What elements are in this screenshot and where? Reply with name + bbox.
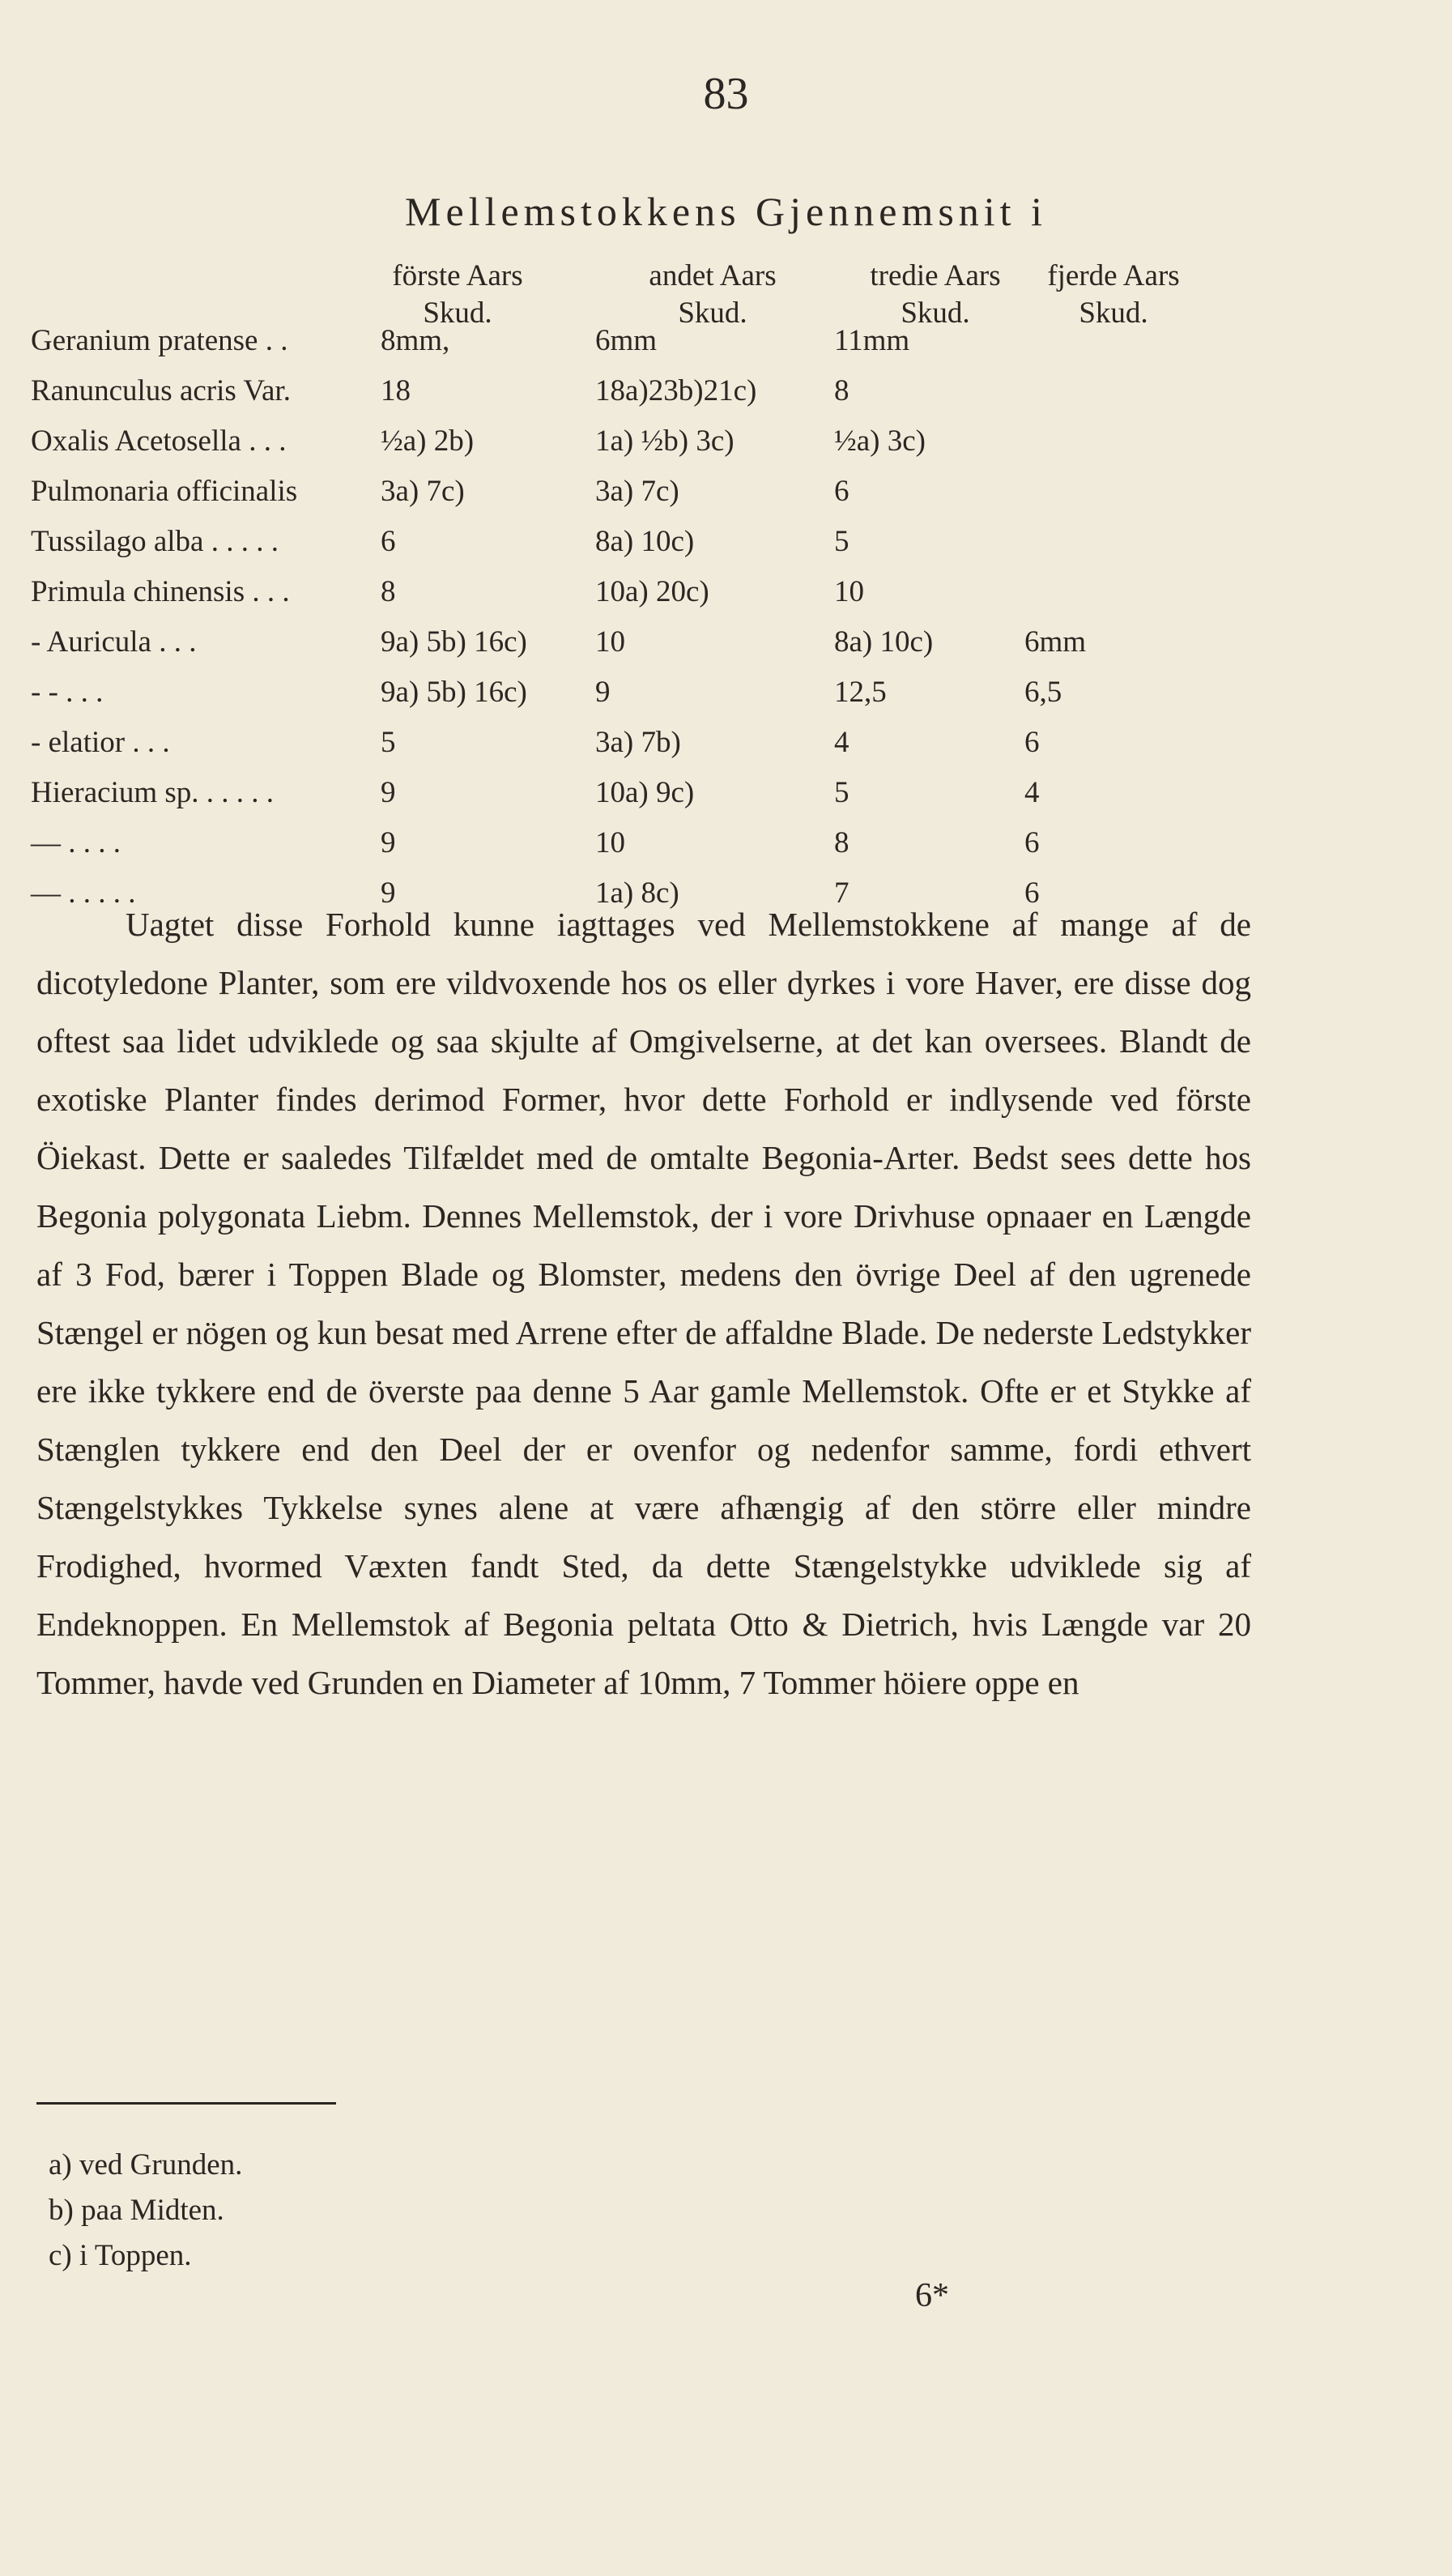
table-cell: 4 [834, 726, 849, 759]
column-header-line: Skud. [678, 296, 747, 330]
column-header-line: andet Aars [649, 259, 777, 292]
body-text [36, 895, 1251, 1712]
table-cell: 10a) 9c) [595, 776, 695, 809]
table-cell: ½a) 2b) [381, 424, 475, 458]
column-header-line: Skud. [423, 296, 492, 330]
table-cell: ½a) 3c) [834, 424, 926, 458]
row-label: - Auricula . . . [31, 625, 197, 659]
footnote: c) i Toppen. [49, 2239, 192, 2272]
row-label: Tussilago alba . . . . . [31, 525, 279, 558]
table-cell: 8a) 10c) [834, 625, 934, 659]
column-header-line: Skud. [901, 296, 970, 330]
column-header-line: förste Aars [392, 259, 523, 292]
table-row [0, 316, 1452, 366]
row-label: - - . . . [31, 676, 104, 709]
table-row [0, 567, 1452, 617]
row-label: - elatior . . . [31, 726, 170, 759]
table-row [0, 416, 1452, 467]
table-cell: 6 [1024, 726, 1040, 759]
table-cell: 8mm, [381, 324, 450, 357]
table-cell: 7 [834, 876, 849, 910]
table-cell: 5 [381, 726, 396, 759]
table-cell: 10 [595, 826, 625, 859]
table-row [0, 617, 1452, 667]
table-cell: 9 [381, 776, 396, 809]
table-cell: 1a) ½b) 3c) [595, 424, 735, 458]
row-label: Hieracium sp. . . . . . [31, 776, 275, 809]
table-cell: 6mm [1024, 625, 1087, 659]
row-label: Oxalis Acetosella . . . [31, 424, 287, 458]
body-paragraph: Uagtet disse Forhold kunne iagttages ved Mellemstokkene af mange af de dicotyledone Planter, som ere vildvoxende hos os eller dyrkes i vore Haver, ere disse dog oftest saa lidet udviklede og saa skjulte af Omgivelserne, at det kan oversees. Blandt de exotiske Planter findes derimod Former, hvor dette Forhold er indlysende ved förste Öiekast. Dette er saaledes Tilfældet med de omtalte Begonia-Arter. Bedst sees dette hos Begonia polygonata Liebm. Dennes Mellemstok, der i vore Drivhuse opnaaer en Længde af 3 Fod, bærer i Toppen Blade og Blomster, medens den övrige Deel af den ugrenede Stængel er nögen og kun besat med Arrene efter de affaldne Blade. De nederste Ledstykker ere ikke tykkere end de överste paa denne 5 Aar gamle Mellemstok. Ofte er et Stykke af Stænglen tykkere end den Deel der er ovenfor og nedenfor samme, fordi ethvert Stængelstykkes Tykkelse synes alene at være afhængig af den större eller mindre Frodighed, hvormed Væxten fandt Sted, da dette Stængelstykke udviklede sig af Endeknoppen. En Mellemstok af Begonia peltata Otto & Dietrich, hvis Længde var 20 Tommer, havde ved Grunden en Diameter af 10mm, 7 Tommer höiere oppe en [36, 906, 1251, 1701]
table-row [0, 718, 1452, 768]
table-cell: 4 [1024, 776, 1040, 809]
table-cell: 18a)23b)21c) [595, 374, 757, 407]
table-cell: 8 [834, 826, 849, 859]
table-cell: 3a) 7c) [595, 475, 679, 508]
column-header-line: tredie Aars [870, 259, 1001, 292]
table-cell: 6 [834, 475, 849, 508]
signature-mark: 6* [915, 2277, 949, 2314]
table-cell: 10 [595, 625, 625, 659]
table-row [0, 667, 1452, 718]
row-label: — . . . . . [31, 876, 136, 910]
footnote: b) paa Midten. [49, 2194, 224, 2227]
table-cell: 9 [595, 676, 611, 709]
table-row [0, 467, 1452, 517]
table-cell: 1a) 8c) [595, 876, 679, 910]
table-cell: 12,5 [834, 676, 887, 709]
footnote: a) ved Grunden. [49, 2148, 243, 2181]
row-label: Pulmonaria officinalis [31, 475, 298, 508]
row-label: — . . . . [31, 826, 121, 859]
table-cell: 6 [1024, 876, 1040, 910]
column-header-line: Skud. [1079, 296, 1148, 330]
page-number: 83 [703, 69, 749, 119]
table-cell: 9 [381, 826, 396, 859]
row-label: Primula chinensis . . . [31, 575, 290, 608]
table-cell: 3a) 7c) [381, 475, 465, 508]
table-cell: 6 [381, 525, 396, 558]
table-cell: 10a) 20c) [595, 575, 709, 608]
table-cell: 6 [1024, 826, 1040, 859]
table-cell: 6,5 [1024, 676, 1062, 709]
row-label: Ranunculus acris Var. [31, 374, 291, 407]
table-cell: 8 [381, 575, 396, 608]
table-title: Mellemstokkens Gjennemsnit i [405, 189, 1047, 234]
table-cell: 9 [381, 876, 396, 910]
table-cell: 9a) 5b) 16c) [381, 625, 527, 659]
column-header-line: fjerde Aars [1047, 259, 1180, 292]
table-cell: 5 [834, 525, 849, 558]
table-cell: 9a) 5b) 16c) [381, 676, 527, 709]
table-row [0, 517, 1452, 567]
table-row [0, 366, 1452, 416]
table-cell: 8a) 10c) [595, 525, 695, 558]
table-row [0, 818, 1452, 868]
table-cell: 8 [834, 374, 849, 407]
table-cell: 11mm [834, 324, 910, 357]
footnote-rule [36, 2102, 336, 2105]
table-cell: 18 [381, 374, 411, 407]
table-row [0, 768, 1452, 818]
footnotes [49, 2143, 242, 2279]
table-cell: 6mm [595, 324, 658, 357]
row-label: Geranium pratense . . [31, 324, 288, 357]
table-cell: 5 [834, 776, 849, 809]
table-cell: 3a) 7b) [595, 726, 681, 759]
table-cell: 10 [834, 575, 864, 608]
